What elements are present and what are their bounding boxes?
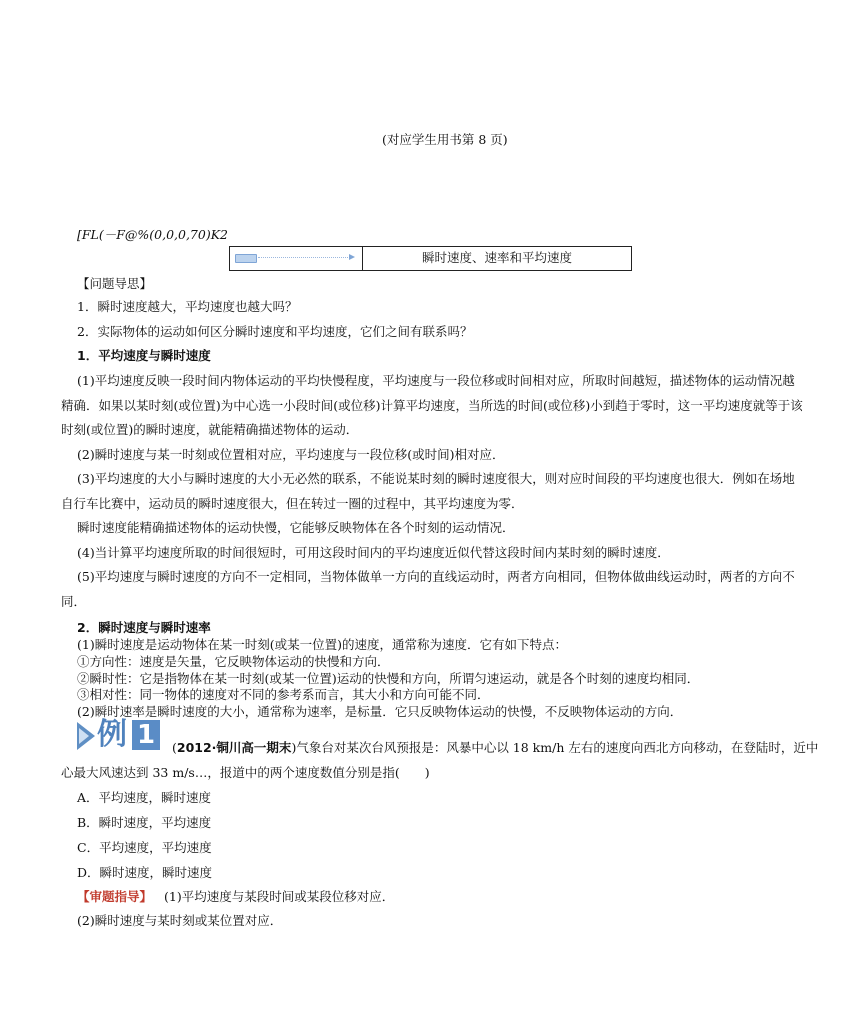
section-title-box [229,246,632,271]
part1-p4: (4)当计算平均速度所取的时间很短时，可用这段时间内的平均速度近似代替这段时间内某时刻的瞬时速度． [77,545,670,560]
part1-p1-line1: (1)平均速度反映一段时间内物体运动的平均快慢程度，平均速度与一段位移或时间相对应，所取时间越短，描述物体的运动情况越 [77,373,795,388]
part2-line-1: (1)瞬时速度是运动物体在某一时刻(或某一位置)的速度，通常称为速度．它有如下特点： [77,637,567,652]
part1-p3b: 瞬时速度能精确描述物体的运动快慢，它能够反映物体在各个时刻的运动情况． [77,520,515,535]
option-b: B．瞬时速度，平均速度 [77,815,212,830]
option-a: A．平均速度，瞬时速度 [77,790,212,805]
page-reference: (对应学生用书第 8 页) [382,132,508,147]
part2-line-4: ③相对性：同一物体的速度对不同的参考系而言，其大小和方向可能不同． [77,687,490,702]
example-stem-line2: 心最大风速达到 33 m/s…，报道中的两个速度数值分别是指( ) [61,765,430,780]
example-source-open: ( [172,740,177,755]
review-text-1: (1)平均速度与某段时间或某段位移对应． [164,889,395,904]
part1-p2: (2)瞬时速度与某一时刻或位置相对应，平均速度与一段位移(或时间)相对应． [77,447,505,462]
part1-p1-line3: 时刻(或位置)的瞬时速度，就能精确描述物体的运动． [61,422,359,437]
example-stem-text: 气象台对某次台风预报是：风暴中心以 18 km/h 左右的速度向西北方向移动，在登陆时，近中 [296,740,819,755]
example-badge-number: 1 [132,720,160,750]
title-dotted-line [258,257,350,258]
part1-p1-line2: 精确．如果以某时刻(或位置)为中心选一小段时间(或位移)计算平均速度，当所选的时间(或位移)小到趋于零时，这一平均速度就等于该 [61,398,803,413]
option-d: D．瞬时速度，瞬时速度 [77,865,213,880]
review-line2: (2)瞬时速度与某时刻或某位置对应． [77,913,283,928]
part1-p5-line2: 同． [61,594,87,609]
example-stem-line1 [172,740,818,756]
title-arrow-icon [349,254,355,260]
part2-line-5: (2)瞬时速率是瞬时速度的大小，通常称为速率，是标量．它只反映物体运动的快慢，不反映物体运动的方向． [77,704,683,719]
part2-heading: 2．瞬时速度与瞬时速率 [77,620,211,635]
title-bar-icon [235,254,257,263]
review-label: 【审题指导】 [77,889,153,904]
example-arrow-highlight [79,728,89,744]
example-badge [77,717,161,752]
question-2: 2．实际物体的运动如何区分瞬时速度和平均速度，它们之间有联系吗？ [77,324,473,339]
example-badge-char: 例 [97,717,127,752]
question-1: 1．瞬时速度越大，平均速度也越大吗？ [77,299,298,314]
part1-heading: 1．平均速度与瞬时速度 [77,348,211,363]
part1-p3-line1: (3)平均速度的大小与瞬时速度的大小无必然的联系，不能说某时刻的瞬时速度很大，则对应时间段的平均速度也很大．例如在场地 [77,471,795,486]
review-line1 [77,889,394,905]
part1-p5-line1: (5)平均速度与瞬时速度的方向不一定相同，当物体做单一方向的直线运动时，两者方向相同，但物体做曲线运动时，两者的方向不 [77,569,795,584]
section-title: 瞬时速度、速率和平均速度 [421,250,572,265]
example-source-close: ) [291,740,297,755]
part2-line-3: ②瞬时性：它是指物体在某一时刻(或某一位置)运动的快慢和方向，所谓匀速运动，就是各个时刻的速度均相同． [77,671,700,686]
part2-line-2: ①方向性：速度是矢量，它反映物体运动的快慢和方向． [77,654,390,669]
title-decoration [230,247,363,270]
option-c: C．平均速度，平均速度 [77,840,212,855]
guide-heading: 【问题导思】 [77,276,153,291]
format-code: [FL(－F@%(0,0,0,70)K2 [77,227,229,242]
part1-p3-line2: 自行车比赛中，运动员的瞬时速度很大，但在转过一圈的过程中，其平均速度为零． [61,496,524,511]
example-source: 2012·铜川高一期末 [176,740,292,755]
